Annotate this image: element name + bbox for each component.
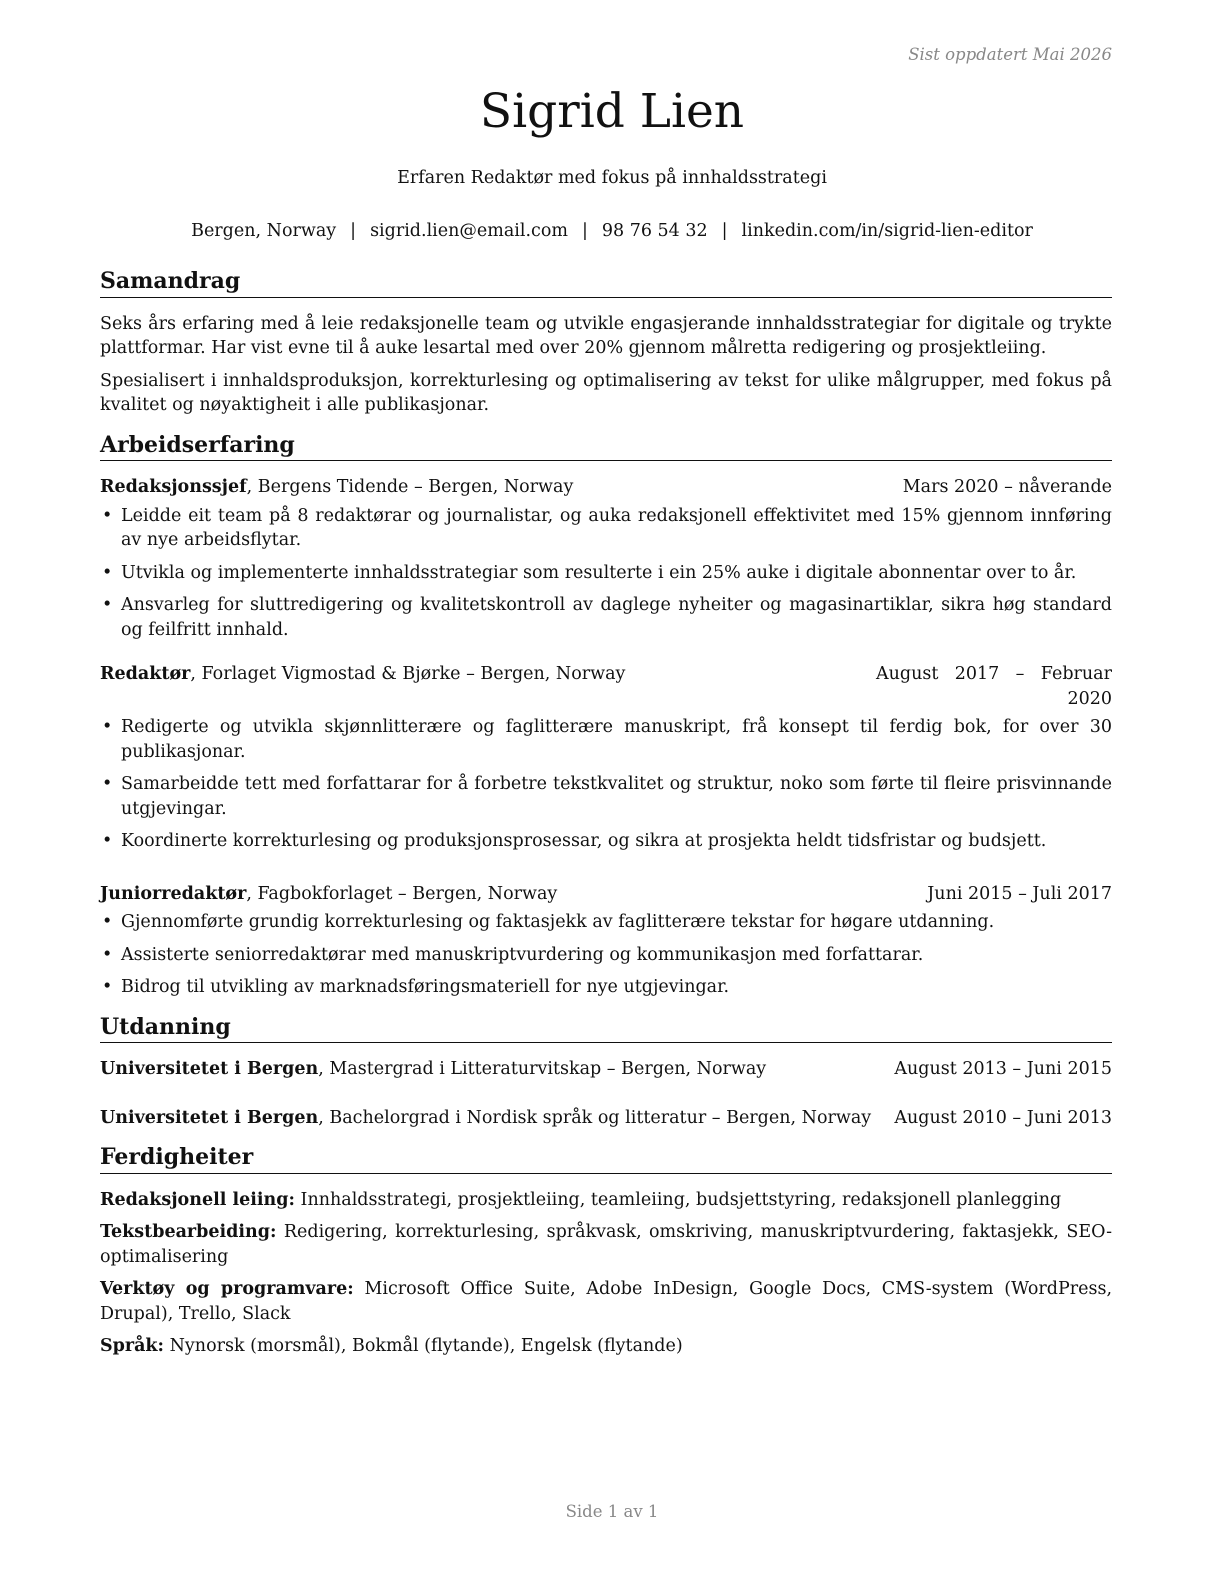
education-school: Universitetet i Bergen [100,1107,319,1128]
education-dates: August 2010 – Juni 2013 [894,1107,1112,1128]
job-role: Redaktør [100,664,191,684]
job-bullet: • Koordinerte korrekturlesing og produksjonsprosessar, og sikra at prosjekta heldt tidsfristar og budsjett. [100,829,1112,854]
job-title-line [100,882,557,907]
section-title-education: Utdanning [100,1014,1112,1044]
last-updated: Sist oppdatert Mai 2026 [908,45,1112,64]
contact-separator: | [581,221,588,241]
contact-separator: | [721,221,728,241]
job-bullet: • Bidrog til utvikling av marknadsføringsmateriell for nye utgjevingar. [100,975,1112,1000]
skill-label: Språk: [100,1336,165,1356]
contact-linkedin[interactable]: linkedin.com/in/sigrid-lien-editor [741,221,1033,241]
education-entry [100,1057,1112,1082]
job-header [100,662,1112,711]
job-bullet: • Leidde eit team på 8 redaktørar og journalistar, og auka redaksjonell effektivitet med 15% gjennom innføring av nye arbeidsflytar. [100,504,1112,553]
job-bullet: • Samarbeidde tett med forfattarar for å forbetre tekstkvalitet og struktur, noko som førte til fleire prisvinnande utgjevingar. [100,772,1112,821]
resume-content [100,268,1112,1359]
skills-section [100,1144,1112,1359]
job-bullets [100,715,1112,854]
education-school: Universitetet i Bergen [100,1059,319,1079]
contact-separator: | [350,221,357,241]
skill-line [100,1277,1112,1326]
job-title-line [100,662,625,711]
job-bullet: • Ansvarleg for sluttredigering og kvalitetskontroll av daglege nyheiter og magasinartiklar, sikra høg standard og feilfritt innhald. [100,593,1112,642]
page-number: Side 1 av 1 [565,1502,659,1521]
job-dates: Juni 2015 – Juli 2017 [927,883,1112,904]
job-entry [100,882,1112,1000]
education-section [100,1014,1112,1131]
job-header [100,882,1112,907]
summary-paragraph: Spesialisert i innhaldsproduksjon, korrekturlesing og optimalisering av tekst for ulike målgrupper, med fokus på kvalitet og nøyaktigheit i alle publikasjonar. [100,370,1112,415]
contact-line [0,219,1224,244]
summary-paragraph: Seks års erfaring med å leie redaksjonelle team og utvikle engasjerande innhaldsstrategiar for digitale og trykte plattformar. Har vist evne til å auke lesartal med over 20% gjennom målretta redigering og prosjektleiing. [100,313,1112,358]
tagline: Erfaren Redaktør med fokus på innhaldsstrategi [397,168,827,188]
job-org: , Bergens Tidende – Bergen, Norway [246,477,574,497]
section-title-summary: Samandrag [100,268,1112,298]
job-bullet: • Assisterte seniorredaktørar med manuskriptvurdering og kommunikasjon med forfattarar. [100,943,1112,968]
skill-line [100,1188,1112,1213]
job-bullet: • Redigerte og utvikla skjønnlitterære og faglitterære manuskript, frå konsept til ferdig bok, for over 30 publikasjonar. [100,715,1112,764]
education-title-line [100,1057,766,1082]
skill-label: Verktøy og programvare: [100,1279,354,1299]
skill-value: Innhaldsstrategi, prosjektleiing, teamleiing, budsjettstyring, redaksjonell planlegging [294,1189,1062,1210]
job-org: , Fagbokforlaget – Bergen, Norway [246,883,558,904]
job-role: Juniorredaktør [100,883,247,904]
section-title-skills: Ferdigheiter [100,1144,1112,1174]
education-degree: , Mastergrad i Litteraturvitskap – Bergen, Norway [318,1059,767,1079]
skill-label: Tekstbearbeiding: [100,1222,277,1242]
job-bullets [100,910,1112,1000]
contact-location: Bergen, Norway [191,221,337,241]
skill-line [100,1220,1112,1269]
job-bullet: • Utvikla og implementerte innhaldsstrategiar som resulterte i ein 25% auke i digitale abonnentar over to år. [100,561,1112,586]
education-title-line [100,1106,871,1131]
contact-phone: 98 76 54 32 [601,221,708,241]
skill-label: Redaksjonell leiing: [100,1189,295,1210]
education-degree: , Bachelorgrad i Nordisk språk og litteratur – Bergen, Norway [318,1107,872,1128]
job-entry [100,475,1112,642]
skill-value: Nynorsk (morsmål), Bokmål (flytande), Engelsk (flytande) [164,1336,683,1356]
skill-line [100,1334,1112,1359]
job-org: , Forlaget Vigmostad & Bjørke – Bergen, Norway [190,664,626,684]
job-bullet: • Gjennomførte grundig korrekturlesing og faktasjekk av faglitterære tekstar for høgare utdanning. [100,910,1112,935]
section-title-experience: Arbeidserfaring [100,432,1112,462]
contact-email[interactable]: sigrid.lien@email.com [370,221,568,241]
job-header [100,475,1112,500]
education-dates: August 2013 – Juni 2015 [894,1059,1112,1079]
candidate-name: Sigrid Lien [479,84,745,139]
job-entry [100,662,1112,854]
experience-section [100,432,1112,1000]
job-dates: Mars 2020 – nåverande [902,477,1112,497]
summary-section [100,268,1112,418]
job-title-line [100,475,573,500]
skill-value: Redigering, korrekturlesing, språkvask, omskriving, manuskriptvurdering, faktasjekk, SEO-optimalisering [100,1222,1112,1267]
skill-value: Microsoft Office Suite, Adobe InDesign, Google Docs, CMS-system (WordPress, Drupal), Trello, Slack [100,1279,1113,1324]
education-entry [100,1106,1112,1131]
job-bullets [100,504,1112,643]
job-role: Redaksjonssjef [100,477,247,497]
job-dates: August 2017 – Februar 2020 [876,664,1112,709]
